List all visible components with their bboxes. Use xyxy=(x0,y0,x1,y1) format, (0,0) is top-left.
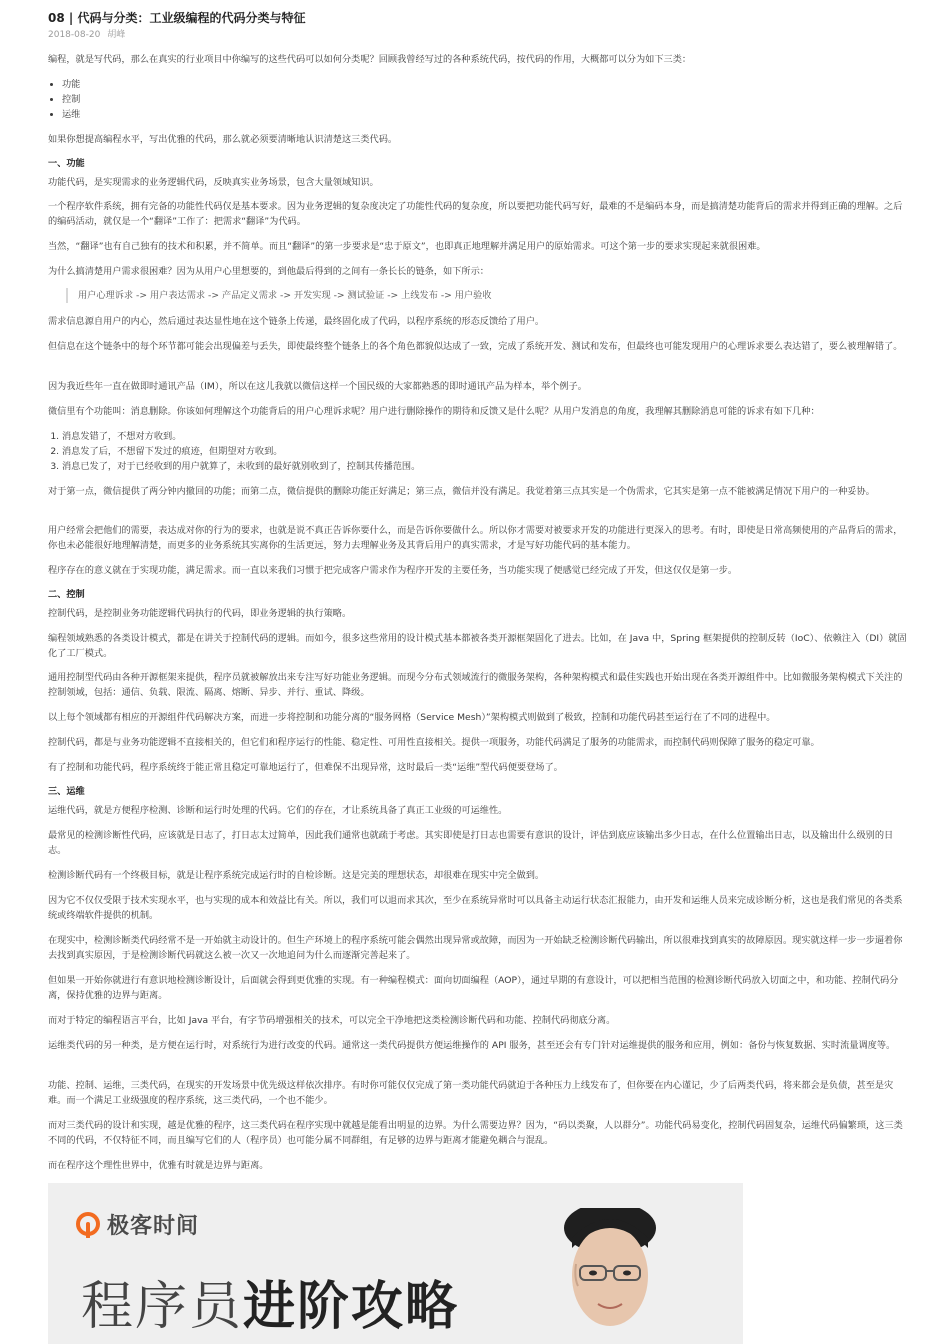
section-heading-control: 二、控制 xyxy=(48,589,85,600)
paragraph: 因为它不仅仅受限于技术实现水平，也与实现的成本和效益比有关。所以，我们可以退而求其次，至少在系统异常时可以具备主动运行状态汇报能力，由开发和运维人员来完成诊断分析，这也是我们常见的各类系统或终端软件提供的机制。 xyxy=(48,895,903,922)
article-date: 2018-08-20 xyxy=(48,30,101,40)
paragraph: 有了控制和功能代码，程序系统终于能正常且稳定可靠地运行了，但难保不出现异常，这时最后一类“运维”型代码便要登场了。 xyxy=(48,762,563,773)
paragraph: 一个程序软件系统，拥有完备的功能性代码仅是基本要求。因为业务逻辑的复杂度决定了功能性代码的复杂度，所以要把功能代码写好，最难的不是编码本身，而是搞清楚功能背后的需求并得到正确的理解。之后的编码活动，就仅是一个“翻译”工作了：把需求“翻译”为代码。 xyxy=(48,201,903,228)
category-item-ops: • 运维 xyxy=(62,107,924,122)
paragraph: 控制代码，都是与业务功能逻辑不直接相关的，但它们和程序运行的性能、稳定性、可用性直接相关。提供一项服务，功能代码满足了服务的功能需求，而控制代码则保障了服务的稳定可靠。 xyxy=(48,737,820,748)
category-item-function: • 功能 xyxy=(62,77,924,92)
article-title: 08 | 代码与分类：工业级编程的代码分类与特征 xyxy=(48,11,306,25)
paragraph: 控制代码，是控制业务功能逻辑代码执行的代码，即业务逻辑的执行策略。 xyxy=(48,608,352,619)
paragraph: 通用控制型代码由各种开源框架来提供，程序员就被解放出来专注写好功能业务逻辑。而现今分布式领域流行的微服务架构，各种架构模式和最佳实践也开始出现在各类开源组件中。比如微服务架构模式下关注的控制领域，包括：通信、负载、限流、隔离、熔断、异步、并行、重试、降级。 xyxy=(48,672,903,699)
paragraph: 微信里有个功能叫：消息删除。你该如何理解这个功能背后的用户心理诉求呢？用户进行删除操作的期待和反馈又是什么呢？从用户发消息的角度，我理解其删除消息可能的诉求有如下几种： xyxy=(48,406,820,417)
paragraph: 需求信息源自用户的内心，然后通过表达显性地在这个链条上传递，最终固化成了代码，以程序系统的形态反馈给了用户。 xyxy=(48,316,545,327)
category-list xyxy=(48,77,924,122)
article-meta xyxy=(48,29,910,41)
course-banner[interactable] xyxy=(48,1183,743,1344)
paragraph: 功能、控制、运维，三类代码，在现实的开发场景中优先级这样依次排序。有时你可能仅仅完成了第一类功能代码就迫于各种压力上线发布了，但你要在内心谨记，少了后两类代码，将来都会是负债，甚至是灾难。而一个满足工业级强度的程序系统，这三类代码，一个也不能少。 xyxy=(48,1080,894,1107)
paragraph: 程序存在的意义就在于实现功能，满足需求。而一直以来我们习惯于把完成客户需求作为程序开发的主要任务，当功能实现了便感觉已经完成了开发，但这仅仅是第一步。 xyxy=(48,565,738,576)
paragraph: 当然，“翻译”也有自己独有的技术和积累，并不简单。而且“翻译”的第一步要求是“忠于原文”，也即真正地理解并满足用户的原始需求。可这个第一步的要求实现起来就很困难。 xyxy=(48,241,766,252)
paragraph: 但信息在这个链条中的每个环节都可能会出现偏差与丢失，即使最终整个链条上的各个角色都貌似达成了一致，完成了系统开发、测试和发布，但最终也可能发现用户的心理诉求要么表达错了，要么被理解错了。 xyxy=(48,341,903,352)
paragraph: 用户经常会把他们的需要，表达成对你的行为的要求，也就是说不真正告诉你要什么，而是告诉你要做什么。所以你才需要对被要求开发的功能进行更深入的思考。有时，即使是日常高频使用的产品背后的需求，你也未必能很好地理解清楚，而更多的业务系统其实离你的生活更远，努力去理解业务及其背后用户的真实需求，才是写好功能代码的基本能力。 xyxy=(48,525,903,552)
requirement-chain-quote: 用户心理诉求 -> 用户表达需求 -> 产品定义需求 -> 开发实现 -> 测试验证 -> 上线发布 -> 用户验收 xyxy=(66,288,908,303)
article-author[interactable]: 胡峰 xyxy=(107,30,126,40)
paragraph: 对于第一点，微信提供了两分钟内撤回的功能；而第二点，微信提供的删除功能正好满足；第三点，微信并没有满足。我觉着第三点其实是一个伪需求，它其实是第一点不能被满足情况下用户的一种妥协。 xyxy=(48,486,875,497)
paragraph: 为什么搞清楚用户需求很困难？因为从用户心里想要的，到他最后得到的之间有一条长长的链条，如下所示： xyxy=(48,266,489,277)
logo-text: 极客时间 xyxy=(107,1214,200,1239)
geektime-logo xyxy=(75,1209,199,1240)
list-item: 1. 消息发错了，不想对方收到。 xyxy=(62,429,924,444)
paragraph: 而对于特定的编程语言平台，比如 Java 平台，有字节码增强相关的技术，可以完全干净地把这类检测诊断代码和功能、控制代码彻底分离。 xyxy=(48,1015,616,1026)
author-portrait xyxy=(540,1208,680,1344)
section-heading-ops: 三、运维 xyxy=(48,786,85,797)
paragraph: 但如果一开始你就进行有意识地检测诊断设计，后面就会得到更优雅的实现。有一种编程模式：面向切面编程（AOP），通过早期的有意设计，可以把相当范围的检测诊断代码放入切面之中，和功能、控制代码分离，保持优雅的边界与距离。 xyxy=(48,975,899,1002)
paragraph: 在现实中，检测诊断类代码经常不是一开始就主动设计的。但生产环境上的程序系统可能会偶然出现异常或故障，而因为一开始缺乏检测诊断代码输出，所以很难找到真实的故障原因。现实就这样一步一步逼着你去找到真实原因，于是检测诊断代码就这么被一次又一次地追问为什么而逐渐完善起来了。 xyxy=(48,935,903,962)
paragraph: 编程领域熟悉的各类设计模式，都是在讲关于控制代码的逻辑。而如今，很多这些常用的设计模式基本都被各类开源框架固化了进去。比如，在 Java 中，Spring 框架提供的控制反转（IoC）、依赖注入（DI）就固化了工厂模式。 xyxy=(48,633,907,660)
paragraph: 检测诊断代码有一个终极目标，就是让程序系统完成运行时的自检诊断。这是完美的理想状态，却很难在现实中完全做到。 xyxy=(48,870,545,881)
delete-reasons-list xyxy=(48,429,924,474)
banner-title xyxy=(81,1277,459,1337)
paragraph: 运维类代码的另一种类，是方便在运行时，对系统行为进行改变的代码。通常这一类代码提供方便运维操作的 API 服务，甚至还会有专门针对运维提供的服务和应用，例如：备份与恢复数据、实时流量调度等。 xyxy=(48,1040,896,1051)
list-item: 3. 消息已发了，对于已经收到的用户就算了，未收到的最好就别收到了，控制其传播范围。 xyxy=(62,459,924,474)
banner-title-bold: 进阶攻略 xyxy=(243,1277,460,1337)
paragraph: 功能代码，是实现需求的业务逻辑代码，反映真实业务场景，包含大量领域知识。 xyxy=(48,177,379,188)
paragraph: 因为我近些年一直在做即时通讯产品（IM），所以在这儿我就以微信这样一个国民级的大家都熟悉的即时通讯产品为样本，举个例子。 xyxy=(48,381,587,392)
paragraph: 而对三类代码的设计和实现，越是优雅的程序，这三类代码在程序实现中就越是能看出明显的边界。为什么需要边界？因为，“码以类聚，人以群分”。功能代码易变化，控制代码固复杂，运维代码偏繁琐，这三类不同的代码，不仅特征不同，而且编写它们的人（程序员）也可能分属不同群组，有足够的边界与距离才能避免耦合与混乱。 xyxy=(48,1120,903,1147)
paragraph: 以上每个领域都有相应的开源组件代码解决方案，而进一步将控制和功能分离的“服务网格（Service Mesh）”架构模式则做到了极致，控制和功能代码甚至运行在了不同的进程中。 xyxy=(48,712,776,723)
paragraph: 而在程序这个理性世界中，优雅有时就是边界与距离。 xyxy=(48,1160,269,1171)
geektime-logo-icon xyxy=(75,1212,101,1238)
section-heading-function: 一、功能 xyxy=(48,158,85,169)
list-item: 2. 消息发了后，不想留下发过的痕迹，但期望对方收到。 xyxy=(62,444,924,459)
paragraph-intro2: 如果你想提高编程水平，写出优雅的代码，那么就必须要清晰地认识清楚这三类代码。 xyxy=(48,134,398,145)
article xyxy=(48,10,910,41)
category-item-control: • 控制 xyxy=(62,92,924,107)
paragraph: 运维代码，就是方便程序检测、诊断和运行时处理的代码。它们的存在，才让系统具备了真正工业级的可运维性。 xyxy=(48,805,508,816)
paragraph: 最常见的检测诊断性代码，应该就是日志了，打日志太过简单，因此我们通常也就疏于考虑。其实即使是打日志也需要有意识的设计，评估到底应该输出多少日志，在什么位置输出日志，以及输出什么级别的日志。 xyxy=(48,830,894,857)
paragraph-intro: 编程，就是写代码，那么在真实的行业项目中你编写的这些代码可以如何分类呢？回顾我曾经写过的各种系统代码，按代码的作用，大概都可以分为如下三类： xyxy=(48,54,692,65)
banner-title-light: 程序员 xyxy=(81,1277,244,1337)
